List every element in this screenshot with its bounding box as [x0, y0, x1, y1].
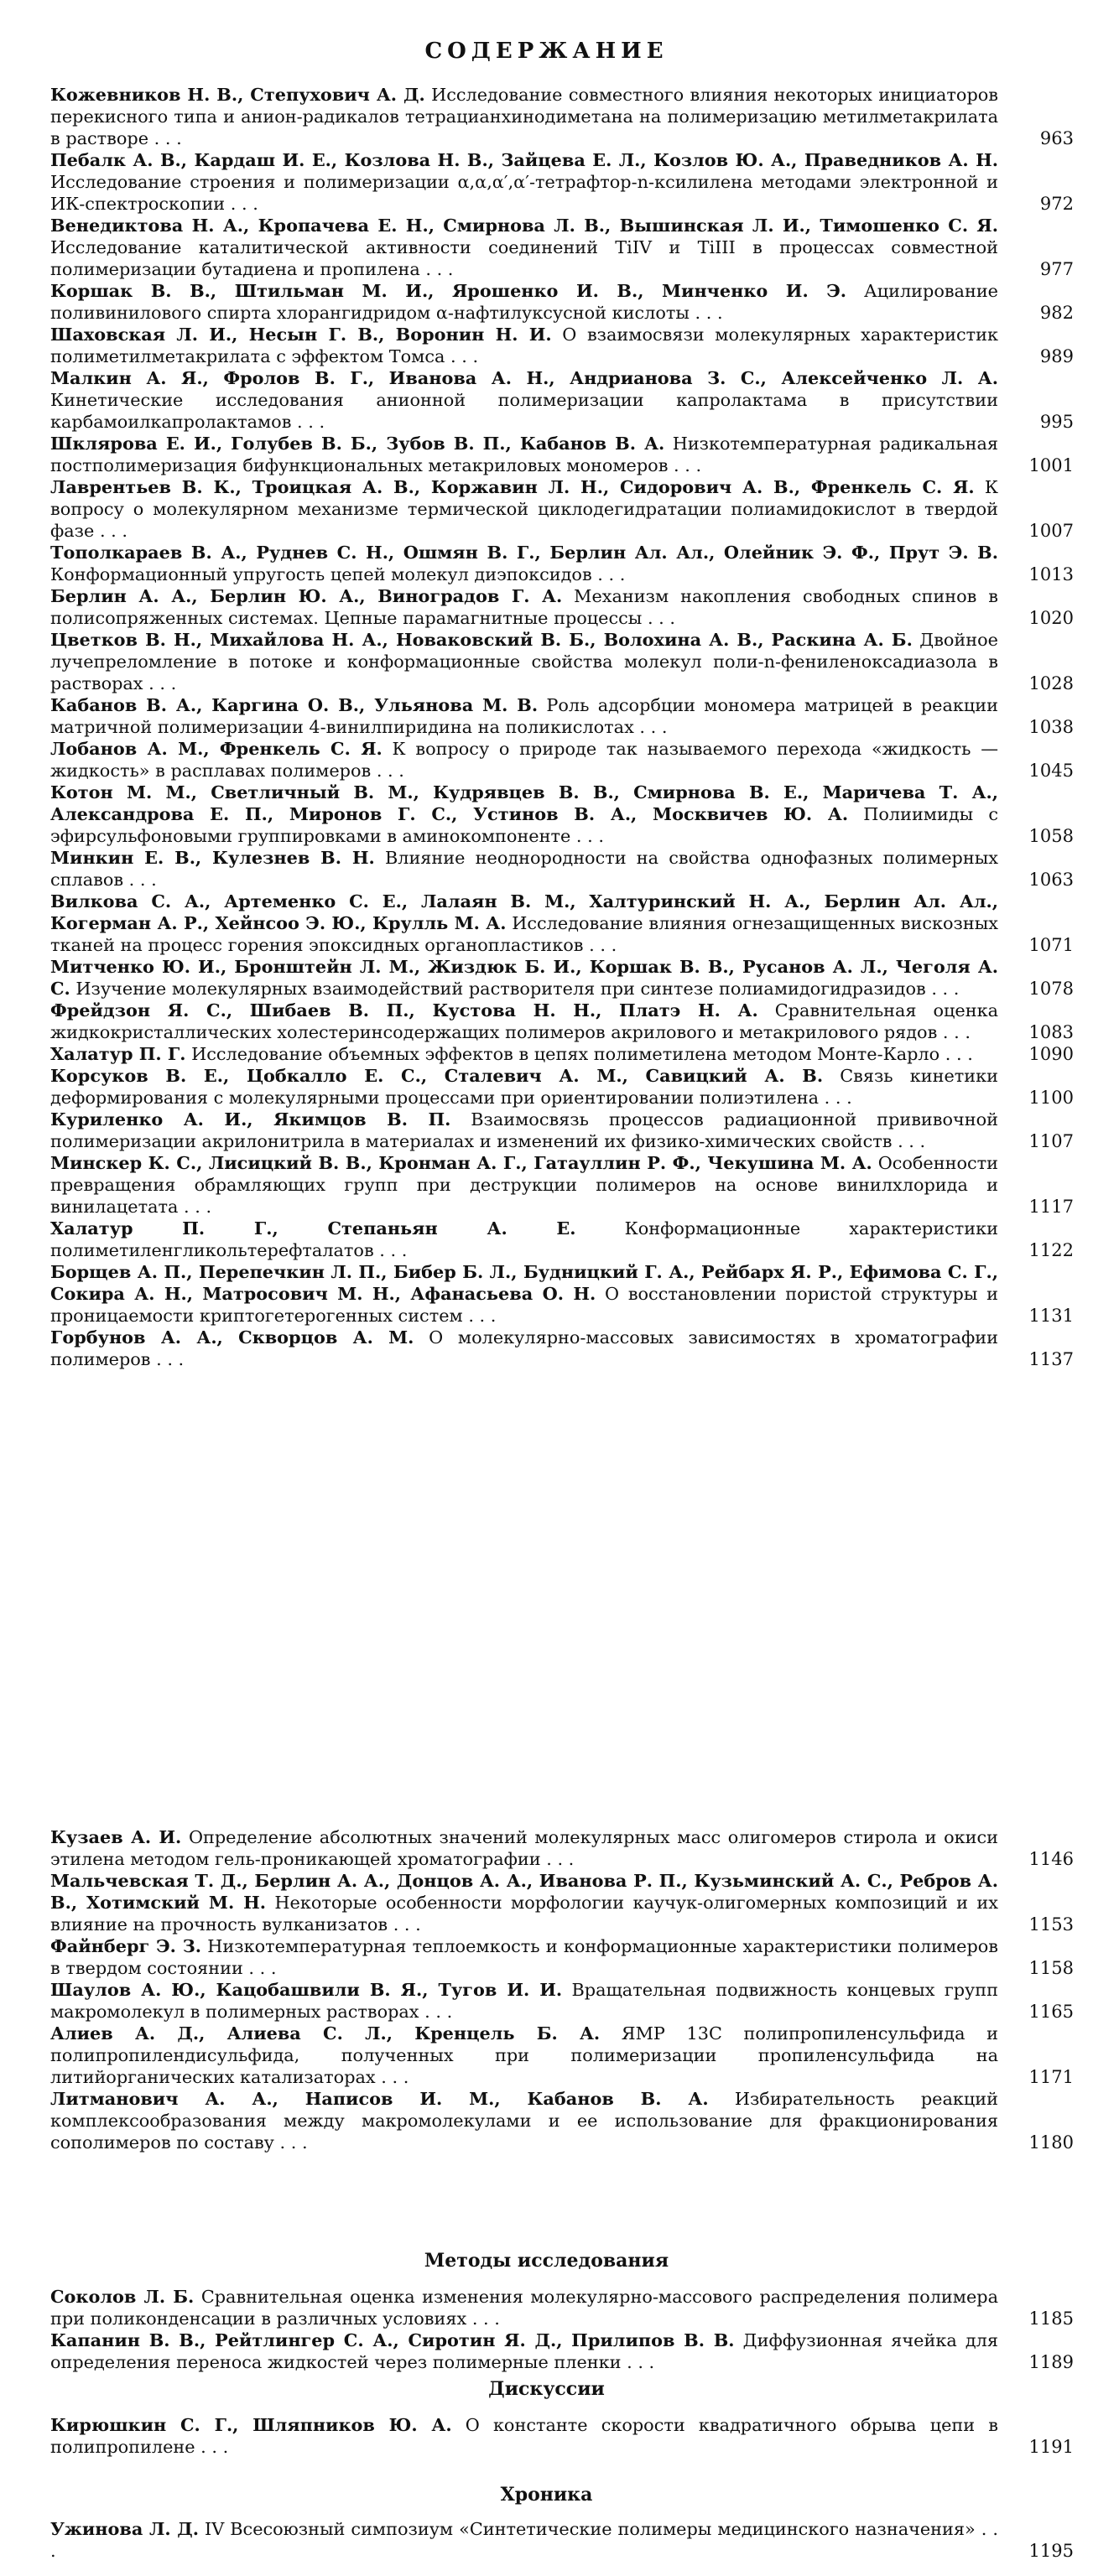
- toc-entry-authors: Литманович А. А., Написов И. М., Кабанов В. А.: [50, 2088, 709, 2109]
- dot-leader: . . .: [143, 673, 177, 693]
- toc-entry-title: К вопросу о природе так называемого перехода «жидкость — жидкость» в расплавах полимеров: [50, 739, 998, 781]
- toc-entry: [50, 1826, 1074, 1870]
- toc-entry-authors: Митченко Ю. И., Бронштейн Л. М., Жиздюк Б. И., Коршак В. В., Русанов А. Л., Чеголя А. С.: [50, 956, 998, 999]
- toc-entry-authors: Кирюшкин С. Г., Шляпников Ю. А.: [50, 2414, 452, 2435]
- toc-entry-text: [50, 847, 998, 891]
- dot-leader: . . .: [242, 1958, 277, 1978]
- toc-entry: [50, 149, 1074, 215]
- contents-group-chronicle: [50, 2518, 1074, 2562]
- toc-entry-authors: Берлин А. А., Берлин Ю. А., Виноградов Г. А.: [50, 585, 563, 606]
- toc-entry-authors: Капанин В. В., Рейтлингер С. А., Сиротин Я. Д., Прилипов В. В.: [50, 2329, 735, 2350]
- toc-entry-title: О восстановлении пористой структуры и проницаемости криптогетерогенных систем: [50, 1284, 999, 1326]
- toc-entry-text: [50, 149, 998, 215]
- dot-leader: . . .: [419, 2002, 453, 2022]
- toc-entry-text: [50, 2329, 998, 2373]
- toc-entry-title: Связь кинетики деформирования с молекулярными процессами при ориентировании полиэтилена: [50, 1066, 998, 1108]
- dot-leader: . . .: [388, 1914, 421, 1935]
- toc-entry-page-number: 972: [1039, 194, 1074, 214]
- dot-leader: . . .: [591, 564, 626, 584]
- toc-entry-page-number: 1007: [1028, 521, 1074, 541]
- contents-group-second: [50, 1826, 1074, 2153]
- toc-entry: [50, 629, 1074, 694]
- toc-entry-page-number: 1158: [1028, 1958, 1074, 1978]
- toc-entry-page-number: 1117: [1028, 1197, 1074, 1217]
- toc-entry-page-number: 1083: [1028, 1022, 1074, 1042]
- toc-entry-page-number: 982: [1039, 303, 1074, 323]
- toc-entry-page-number: 1146: [1028, 1849, 1074, 1869]
- toc-entry-title: Двойное лучепреломление в потоке и конформационные свойства молекул поли-n-фениленоксадиазола в растворах: [50, 630, 998, 693]
- dot-leader: . . .: [540, 1849, 575, 1869]
- dot-leader: . . .: [148, 128, 182, 148]
- toc-entry-title: О молекулярно-массовых зависимостях в хроматографии полимеров: [50, 1327, 998, 1369]
- toc-entry-authors: Халатур П. Г., Степаньян А. Е.: [50, 1218, 576, 1239]
- toc-entry-title: Конформационные характеристики полиметиленгликольтерефталатов: [50, 1218, 998, 1260]
- toc-entry-text: [50, 1000, 998, 1043]
- toc-entry-title: Изучение молекулярных взаимодействий растворителя при синтезе полиамидогидразидов: [75, 979, 926, 999]
- toc-entry-authors: Лобанов А. М., Френкель С. Я.: [50, 738, 383, 759]
- toc-entry-page-number: 1137: [1028, 1349, 1074, 1369]
- toc-entry-authors: Фрейдзон Я. С., Шибаев В. П., Кустова Н. Н., Платэ Н. А.: [50, 1000, 758, 1021]
- dot-leader: . . .: [621, 2352, 655, 2372]
- toc-entry-title: Взаимосвязь процессов радиационной прививочной полимеризации акрилонитрила в материалах и изменений их физико-химических свойств: [50, 1109, 998, 1151]
- toc-entry-authors: Корсуков В. Е., Цобкалло Е. С., Сталевич А. М., Савицкий А. В.: [50, 1065, 824, 1086]
- dot-leader: . . .: [937, 1022, 971, 1042]
- toc-entry-page-number: 1195: [1028, 2541, 1074, 2561]
- toc-entry-page-number: 1078: [1028, 979, 1074, 999]
- dot-leader: . . .: [583, 935, 617, 955]
- toc-entry-text: [50, 694, 998, 738]
- dot-leader: . . .: [291, 412, 325, 432]
- toc-entry-authors: Ужинова Л. Д.: [50, 2518, 199, 2539]
- dot-leader: . . .: [225, 194, 258, 214]
- toc-entry: [50, 367, 1074, 433]
- toc-entry-authors: Коршак В. В., Штильман М. И., Ярошенко И. В., Минченко И. Э.: [50, 280, 847, 301]
- toc-entry-text: [50, 324, 998, 367]
- toc-entry-authors: Минскер К. С., Лисицкий В. В., Кронман А. Г., Гатауллин Р. Ф., Чекушина М. А.: [50, 1152, 872, 1173]
- dot-leader: . . .: [178, 1197, 212, 1217]
- toc-entry-page-number: 1185: [1028, 2309, 1074, 2329]
- toc-entry-page-number: 1020: [1028, 608, 1074, 628]
- toc-entry-authors: Тополкараев В. А., Руднев С. Н., Ошмян В. Г., Берлин Ал. Ал., Олейник Э. Ф., Прут Э. В.: [50, 542, 998, 563]
- toc-entry-title: Исследование строения и полимеризации α,α,α′,α′-тетрафтор-n-ксилилена методами электронной и ИК-спектроскопии: [50, 172, 998, 214]
- toc-entry-title: Вращательная подвижность концевых групп макромолекул в полимерных растворах: [50, 1980, 998, 2022]
- toc-entry: [50, 585, 1074, 629]
- dot-leader: . . .: [668, 455, 702, 475]
- toc-entry-title: Полиимиды с эфирсульфоновыми группировками в аминокомпоненте: [50, 804, 998, 846]
- toc-entry-authors: Шаулов А. Ю., Кацобашвили В. Я., Тугов И. И.: [50, 1979, 563, 2000]
- toc-entry-text: [50, 2023, 998, 2088]
- toc-entry-page-number: 1171: [1028, 2067, 1074, 2087]
- dot-leader: . . .: [570, 826, 604, 846]
- toc-entry-authors: Халатур П. Г.: [50, 1043, 186, 1064]
- page-title: СОДЕРЖАНИЕ: [424, 39, 669, 64]
- toc-entry-title: Сравнительная оценка изменения молекулярно-массового распределения полимера при поликонденсации в различных условиях: [50, 2287, 998, 2329]
- toc-entry-title: Кинетические исследования анионной полимеризации капролактама в присутствии карбамоилкапролактамов: [50, 390, 998, 432]
- toc-entry: [50, 2286, 1074, 2329]
- toc-entry-text: [50, 1065, 998, 1109]
- toc-entry: [50, 2414, 1074, 2458]
- toc-entry-title: О константе скорости квадратичного обрыва цепи в полипропилене: [50, 2415, 998, 2457]
- dot-leader: . . .: [925, 979, 960, 999]
- toc-entry: [50, 1109, 1074, 1152]
- dot-leader: . . .: [419, 259, 454, 279]
- toc-entry: [50, 1261, 1074, 1327]
- toc-entry-page-number: 1122: [1028, 1240, 1074, 1260]
- toc-entry-authors: Венедиктова Н. А., Кропачева Е. Н., Смирнова Л. В., Вышинская Л. И., Тимошенко С. Я.: [50, 215, 998, 236]
- toc-entry-authors: Шаховская Л. И., Несын Г. В., Воронин Н. И.: [50, 324, 552, 345]
- dot-leader: . . .: [94, 521, 128, 541]
- toc-entry-text: [50, 2518, 998, 2562]
- contents-group-discussions: [50, 2414, 1074, 2458]
- dot-leader: . . .: [371, 761, 404, 781]
- section-title-discussions: Дискуссии: [488, 2378, 605, 2400]
- toc-entry-text: [50, 1261, 998, 1327]
- toc-entry-page-number: 1131: [1028, 1306, 1074, 1326]
- toc-entry-page-number: 1045: [1028, 761, 1074, 781]
- section-title-methods: Методы исследования: [424, 2250, 669, 2272]
- toc-entry-title: Исследование каталитической активности соединений TiIV и TiIII в процессах совместной полимеризации бутадиена и пропилена: [50, 237, 998, 279]
- toc-entry-page-number: 1071: [1028, 935, 1074, 955]
- toc-entry-authors: Борщев А. П., Перепечкин Л. П., Бибер Б. Л., Будницкий Г. А., Рейбарх Я. Р., Ефимова С. Г., Сокира А. Н., Матросович М. Н., Афанасьева О. Н.: [50, 1261, 998, 1304]
- toc-entry-page-number: 1001: [1028, 455, 1074, 475]
- toc-entry-authors: Вилкова С. А., Артеменко С. Е., Лалаян В. М., Халтуринский Н. А., Берлин Ал. Ал., Когерман А. Р., Хейнсоо Э. Ю., Крулль М. А.: [50, 891, 998, 933]
- toc-entry: [50, 2088, 1074, 2153]
- toc-entry-text: [50, 367, 998, 433]
- toc-entry-text: [50, 956, 998, 1000]
- toc-entry-text: [50, 1870, 998, 1935]
- toc-entry-authors: Горбунов А. А., Скворцов А. М.: [50, 1327, 414, 1348]
- toc-entry-page-number: 1100: [1028, 1088, 1074, 1108]
- dot-leader: . . .: [462, 1306, 497, 1326]
- toc-entry-text: [50, 280, 998, 324]
- toc-entry: [50, 956, 1074, 1000]
- toc-entry: [50, 891, 1074, 956]
- toc-entry-authors: Лаврентьев В. К., Троицкая А. В., Коржавин Л. Н., Сидорович А. В., Френкель С. Я.: [50, 476, 975, 497]
- toc-entry: [50, 2023, 1074, 2088]
- toc-entry-authors: Пебалк А. В., Кардаш И. Е., Козлова Н. В., Зайцева Е. Л., Козлов Ю. А., Праведников А. Н.: [50, 149, 998, 170]
- toc-entry-title: Диффузионная ячейка для определения переноса жидкостей через полимерные пленки: [50, 2330, 998, 2372]
- toc-entry: [50, 542, 1074, 585]
- toc-entry-text: [50, 1826, 998, 1870]
- toc-entry-title: Особенности превращения обрамляющих групп при деструкции полимеров на основе винилхлорида и винилацетата: [50, 1153, 998, 1217]
- toc-entry: [50, 1327, 1074, 1370]
- toc-entry-page-number: 1038: [1028, 717, 1074, 737]
- toc-entry-page-number: 1090: [1028, 1044, 1074, 1064]
- toc-entry-page-number: 977: [1039, 259, 1074, 279]
- toc-entry-text: [50, 1327, 998, 1370]
- toc-entry-title: Ацилирование поливинилового спирта хлорангидридом α-нафтилуксусной кислоты: [50, 281, 998, 323]
- toc-entry: [50, 694, 1074, 738]
- toc-entry-text: [50, 738, 998, 782]
- toc-entry-page-number: 963: [1039, 128, 1074, 148]
- toc-entry-text: [50, 542, 998, 585]
- toc-entry-text: [50, 782, 998, 847]
- dot-leader: . . .: [150, 1349, 185, 1369]
- toc-entry-text: [50, 1152, 998, 1218]
- toc-entry-text: [50, 1218, 998, 1261]
- toc-entry-authors: Котон М. М., Светличный В. М., Кудрявцев В. В., Смирнова В. Е., Маричева Т. А., Александрова Е. П., Миронов Г. С., Устинов В. А., Москвичев Ю. А.: [50, 782, 998, 824]
- toc-entry-page-number: 1180: [1028, 2132, 1074, 2153]
- toc-entry: [50, 1218, 1074, 1261]
- toc-entry-authors: Малкин А. Я., Фролов В. Г., Иванова А. Н., Андрианова З. С., Алексейченко Л. А.: [50, 367, 998, 388]
- toc-entry: [50, 1870, 1074, 1935]
- toc-entry-page-number: 1028: [1028, 673, 1074, 693]
- toc-entry-title: Конформационный упругость цепей молекул диэпоксидов: [50, 564, 592, 584]
- toc-entry-page-number: 1165: [1028, 2002, 1074, 2022]
- toc-entry: [50, 1935, 1074, 1979]
- toc-entry-text: [50, 585, 998, 629]
- toc-entry-page-number: 1013: [1028, 564, 1074, 584]
- toc-entry-text: [50, 2286, 998, 2329]
- toc-entry-title: ЯМР 13С полипропиленсульфида и полипропилендисульфида, полученных при полимеризации пропиленсульфида на литийорганических катализаторах: [50, 2023, 998, 2087]
- toc-entry-title: Влияние неоднородности на свойства однофазных полимерных сплавов: [50, 848, 998, 890]
- toc-entry: [50, 2329, 1074, 2373]
- toc-entry-text: [50, 2414, 998, 2458]
- toc-entry-title: Низкотемпературная радикальная постполимеризация бифункциональных метакриловых мономеров: [50, 434, 998, 475]
- dot-leader: . . .: [50, 2519, 998, 2561]
- dot-leader: . . .: [939, 1044, 973, 1064]
- toc-entry-text: [50, 215, 998, 280]
- toc-entry-text: [50, 891, 998, 956]
- toc-entry: [50, 2518, 1074, 2562]
- dot-leader: . . .: [375, 2067, 409, 2087]
- toc-entry-text: [50, 476, 998, 542]
- toc-entry-page-number: 995: [1039, 412, 1074, 432]
- toc-entry-title: Роль адсорбции мономера матрицей в реакции матричной полимеризации 4-винилпиридина на поликислотах: [50, 695, 998, 737]
- toc-entry: [50, 1065, 1074, 1109]
- dot-leader: . . .: [123, 870, 157, 890]
- toc-entry: [50, 84, 1074, 149]
- toc-entry: [50, 280, 1074, 324]
- toc-entry-authors: Минкин Е. В., Кулезнев В. Н.: [50, 847, 375, 868]
- toc-entry: [50, 1152, 1074, 1218]
- toc-entry-text: [50, 1109, 998, 1152]
- toc-entry-title: Определение абсолютных значений молекулярных масс олигомеров стирола и окиси этилена методом гель-проникающей хроматографии: [50, 1827, 998, 1869]
- toc-entry-page-number: 1189: [1028, 2352, 1074, 2372]
- toc-entry-text: [50, 1935, 998, 1979]
- toc-entry-authors: Кожевников Н. В., Степухович А. Д.: [50, 84, 425, 105]
- toc-entry-title: Исследование влияния огнезащищенных вискозных тканей на процесс горения эпоксидных органопластиков: [50, 913, 998, 955]
- toc-entry-authors: Алиев А. Д., Алиева С. Л., Кренцель Б. А.: [50, 2023, 601, 2044]
- toc-entry-title: Исследование объемных эффектов в цепях полиметилена методом Монте-Карло: [191, 1044, 940, 1064]
- toc-entry-text: [50, 433, 998, 476]
- toc-entry: [50, 738, 1074, 782]
- section-title-chronicle: Хроника: [500, 2484, 593, 2506]
- dot-leader: . . .: [819, 1088, 852, 1108]
- toc-entry: [50, 215, 1074, 280]
- contents-group-methods: [50, 2286, 1074, 2373]
- toc-entry: [50, 324, 1074, 367]
- toc-entry-authors: Шклярова Е. И., Голубев В. Б., Зубов В. П., Кабанов В. А.: [50, 433, 665, 454]
- toc-entry-authors: Цветков В. Н., Михайлова Н. А., Новаковский В. Б., Волохина А. В., Раскина А. Б.: [50, 629, 913, 650]
- toc-entry: [50, 847, 1074, 891]
- toc-entry-authors: Кузаев А. И.: [50, 1826, 182, 1847]
- toc-entry-text: [50, 1979, 998, 2023]
- toc-entry-authors: Файнберг Э. З.: [50, 1935, 202, 1956]
- toc-entry-title: Механизм накопления свободных спинов в полисопряженных системах. Цепные парамагнитные процессы: [50, 586, 998, 628]
- toc-entry-authors: Кабанов В. А., Каргина О. В., Ульянова М. В.: [50, 694, 539, 715]
- toc-entry-text: [50, 2088, 998, 2153]
- toc-entry-title: IV Всесоюзный симпозиум «Синтетические полимеры медицинского назначения»: [205, 2519, 976, 2539]
- toc-entry: [50, 1043, 1074, 1065]
- toc-entry-title: О взаимосвязи молекулярных характеристик полиметилметакрилата с эффектом Томса: [50, 325, 998, 366]
- toc-entry-text: [50, 84, 998, 149]
- toc-entry-page-number: 1191: [1028, 2437, 1074, 2457]
- toc-entry-title: Избирательность реакций комплексообразования между макромолекулами и ее использование для фракционирования сополимеров по составу: [50, 2089, 998, 2153]
- toc-entry-text: [50, 1043, 998, 1065]
- toc-entry-title: Некоторые особенности морфологии каучук-олигомерных композиций и их влияние на прочность вулканизатов: [50, 1893, 998, 1935]
- toc-entry: [50, 433, 1074, 476]
- toc-entry-title: К вопросу о молекулярном механизме термической циклодегидратации полиамидокислот в твердой фазе: [50, 477, 998, 541]
- toc-entry-page-number: 989: [1039, 346, 1074, 366]
- toc-entry-page-number: 1153: [1028, 1914, 1074, 1935]
- toc-entry: [50, 782, 1074, 847]
- toc-entry-title: Исследование совместного влияния некоторых инициаторов перекисного типа и анион-радикалов тетрацианхинодиметана на полимеризацию метилметакрилата в растворе: [50, 85, 998, 148]
- toc-entry-title: Сравнительная оценка жидкокристаллических холестеринсодержащих полимеров акрилового и метакрилового рядов: [50, 1000, 998, 1042]
- toc-entry: [50, 476, 1074, 542]
- dot-leader: . . .: [445, 346, 479, 366]
- toc-entry: [50, 1000, 1074, 1043]
- toc-entry: [50, 1979, 1074, 2023]
- toc-entry-text: [50, 629, 998, 694]
- toc-entry-authors: Соколов Л. Б.: [50, 2286, 195, 2307]
- toc-entry-authors: Куриленко А. И., Якимцов В. П.: [50, 1109, 451, 1130]
- toc-entry-page-number: 1063: [1028, 870, 1074, 890]
- dot-leader: . . .: [689, 303, 723, 323]
- dot-leader: . . .: [195, 2437, 229, 2457]
- toc-entry-authors: Мальчевская Т. Д., Берлин А. А., Донцов А. А., Иванова Р. П., Кузьминский А. С., Ребров А. В., Хотимский М. Н.: [50, 1870, 998, 1913]
- toc-entry-page-number: 1107: [1028, 1131, 1074, 1151]
- dot-leader: . . .: [642, 608, 675, 628]
- toc-entry-title: Низкотемпературная теплоемкость и конформационные характеристики полимеров в твердом состоянии: [50, 1936, 998, 1978]
- dot-leader: . . .: [373, 1240, 408, 1260]
- dot-leader: . . .: [892, 1131, 926, 1151]
- contents-group-main: [50, 84, 1074, 1370]
- toc-entry-page-number: 1058: [1028, 826, 1074, 846]
- dot-leader: . . .: [633, 717, 668, 737]
- dot-leader: . . .: [273, 2132, 308, 2153]
- dot-leader: . . .: [466, 2309, 500, 2329]
